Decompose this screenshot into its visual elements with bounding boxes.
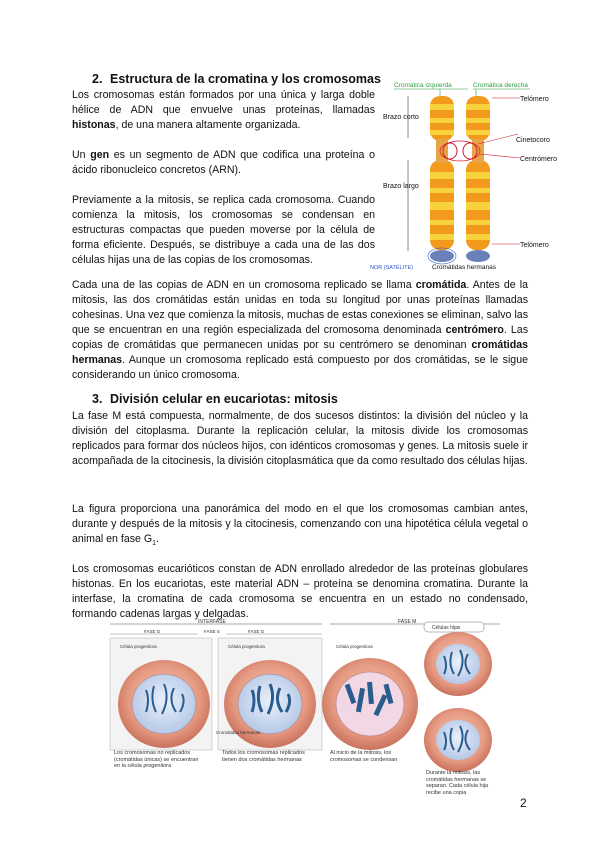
chromosome-diagram [370,76,557,271]
g2-label: FASE G [248,629,265,634]
caption-m: Al inicio de la mitosis, los cromosomas se condensan [330,750,398,763]
paragraph-replication: Previamente a la mitosis, se replica cada cromosoma. Cuando comienza la mitosis, los cromosomas se condensan en estructuras compactas que pueden moverse por la célula de forma eficiente. Después, se distribuye a cada una de las dos células hijas una de las copias de los cromosomas. [72,194,375,266]
g1-label: FASE G [144,629,161,634]
daughter-cells-label: Células hijas [432,625,461,631]
cell-m-phase [322,658,418,750]
caption-g2: Todos los cromosomas replicados tienen dos cromátidas hermanas [222,750,305,763]
paragraph-figura: La figura proporciona una panorámica del modo en el que los cromosomas cambian antes, durante y después de la mitosis y la citocinesis, comenzando con una hipotética célula vegetal o animal en fase $G_1$. [72,503,528,548]
kinetochore-label: Cinetocoro [516,137,550,144]
satellite-label: NOR (SATÉLITE) [370,265,413,271]
parent-cell-2-label: Célula progenitora [228,644,265,649]
left-chromatid [430,96,454,250]
paragraph-histonas: Los cromosomas están formados por una única y larga doble hélice de ADN que envuelve unas proteínas, llamadas histonas, de una manera altamente organizada. [72,89,375,131]
left-chromatid-label: Cromática izquierda [394,82,452,89]
short-arm-label: Brazo corto [383,114,419,121]
long-arm-label: Brazo largo [383,183,419,190]
right-chromatid-label: Cromática derecha [473,82,528,89]
telomere-top-label: Telómero [520,96,549,103]
caption-g1: Los cromosomas no replicados (cromátidas únicas) se encuentran en la célula progenitora [114,750,199,769]
telomere-bottom-label: Telómero [520,242,549,249]
centromere-label: Centrómero [520,156,557,163]
s-label: FASE S [204,629,220,634]
page-number: 2 [520,796,527,810]
caption-daughter: Durante la mitosis, las cromátidas hermanas se separan. Cada célula hija recibe una copia [426,770,489,796]
section-2-heading: 2. Estructura de la cromatina y los cromosomas [92,72,381,86]
parent-cell-1-label: Célula progenitora [120,644,157,649]
sister-chromatids-figure-label: Cromátidas hermanas [216,730,261,735]
sister-chromatids-label: Cromátidas hermanas [432,264,496,271]
parent-cell-3-label: Célula progenitora [336,644,373,649]
satellite-left-icon [430,250,454,262]
paragraph-gen: Un gen es un segmento de ADN que codifica una proteína o ácido ribonucleico concretos (ARN). [72,149,375,176]
satellite-right-icon [466,250,490,262]
section-3-heading: 3. División celular en eucariotas: mitosis [92,392,338,406]
cell-g1 [118,660,210,748]
daughter-cell-top [424,632,492,696]
chromosome-svg [370,76,557,271]
right-chromatid [466,96,490,250]
paragraph-cromatina: Los cromosomas eucarióticos constan de ADN enrollado alrededor de las proteínas globulares histonas. En los eucariotas, este material ADN – proteína se denomina cromatina. Durante la interfase, la cromatina de cada cromosoma se encuentra en un estado no condensado, formando cadenas largas y delgadas. [72,563,528,620]
m-phase-label: FASE M [398,619,417,625]
paragraph-fase-m: La fase M está compuesta, normalmente, de dos sucesos distintos: la división del núcleo y la división del citoplasma. Durante la replicación celular, la mitosis divide los cromosomas replicados para formar dos núcleos hijos, con idénticos cromosomas y genes. La mitosis suele ir acompañada de la citocinesis, la división citoplasmática que da como resultado dos células hijas. [72,410,528,467]
interphase-label: INTERFASE [198,619,226,625]
cell-cycle-figure [108,618,500,796]
daughter-cell-bottom [424,708,492,772]
paragraph-cromatida: Cada una de las copias de ADN en un cromosoma replicado se llama cromátida. Antes de la mitosis, las dos cromátidas están unidas en toda su longitud por unas proteínas llamadas cohesinas. Una vez que comienza la mitosis, muchas de estas conexiones se eliminan, salvo las que se encuentran en una región especializada del cromosoma denominada centrómero. Las copias de cromátidas que permanecen unidas por su centrómero se denominan cromátidas hermanas. Aunque un cromosoma replicado está compuesto por dos cromátidas, se le sigue considerando un único cromosoma. [72,279,528,381]
